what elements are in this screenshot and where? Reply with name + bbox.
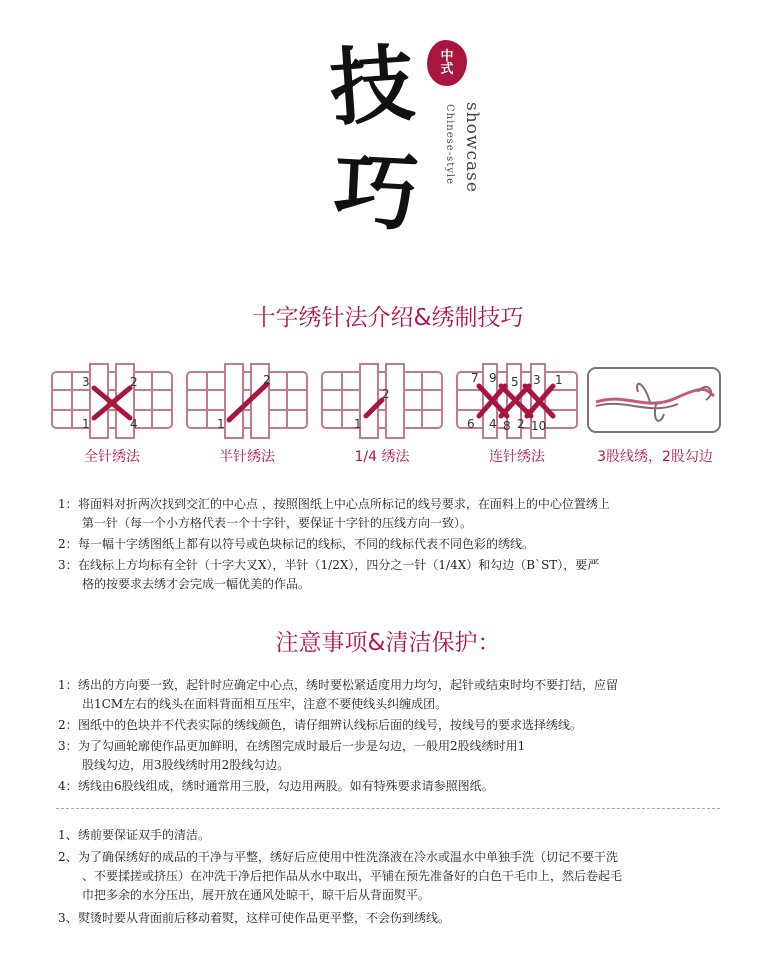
stitch-label-half: 半针绣法 [219,449,275,465]
stitch-num: 1 [217,417,225,431]
title-char-qiao: 巧 [331,140,421,244]
chinese-style-text: Chinese-style [444,104,455,185]
notes-paragraph-3 [58,737,728,775]
para-line: 格的按要求去绣才会完成一幅优美的作品。 [82,577,311,591]
stitch-num: 1 [354,417,362,431]
para-line: 、不要揉搓或挤压）在冲洗干净后把作品从水中取出，平铺在预先准备好的白色干毛巾上，然后卷起毛 [82,869,623,883]
para-number: 3： [58,558,78,572]
notes-paragraph-1 [58,676,728,714]
para-line: 图纸中的色块并不代表实际的绣线颜色，请仔细辨认线标后面的线号，按线号的要求选择绣线。 [78,718,583,732]
stitch-num: 2 [130,375,138,389]
stitch-num: 3 [82,375,90,389]
para-line: 巾把多余的水分压出，展开放在通风处晾干，晾干后从背面熨平。 [82,888,431,902]
para-line: 绣线由6股线组成，绣时通常用三股，勾边用两股。如有特殊要求请参照图纸。 [78,779,494,793]
care-paragraph-1 [58,826,730,845]
stitch-num: 7 [471,371,479,385]
hero-banner [0,0,776,290]
care-paragraph-2 [58,848,730,905]
stitch-num: 2 [517,417,525,431]
para-number: 3、 [58,911,78,925]
showcase-text: showcase [462,102,482,193]
para-number: 2、 [58,850,78,864]
para-line: 为了勾画轮廓使作品更加鲜明，在绣图完成时最后一步是勾边，一般用2股线绣时用1 [78,739,526,753]
para-number: 2： [58,537,78,551]
stitch-label-thread: 3股线绣，2股勾边 [597,449,713,465]
para-line: 熨烫时要从背面前后移动着熨，这样可使作品更平整，不会伤到绣线。 [78,911,451,925]
seal-stamp [427,40,467,86]
dashed-divider [56,808,720,809]
para-line: 股线勾边，用3股线绣时用2股线勾边。 [82,758,290,772]
para-number: 3： [58,739,78,753]
section-title-stitch-intro: 十字绣针法介绍&绣制技巧 [252,305,524,331]
stitch-num: 4 [489,417,497,431]
stitch-quarter [320,362,444,440]
stitch-full-cross [50,362,174,440]
notes-paragraph-2 [58,716,728,735]
seal-text: 中式 [440,49,454,77]
stitch-label-full: 全针绣法 [84,449,140,465]
stitch-continuous [455,362,579,440]
para-number: 2： [58,718,78,732]
stitch-thread-illustration [586,362,722,440]
stitch-num: 6 [467,417,475,431]
para-line: 绣前要保证双手的清洁。 [78,828,211,842]
stitch-num: 9 [489,371,497,385]
stitch-half [185,362,309,440]
stitch-num: 3 [533,373,541,387]
stitch-num: 10 [531,419,547,433]
intro-paragraph-3 [58,556,728,594]
para-line: 每一幅十字绣图纸上都有以符号或色块标记的线标，不同的线标代表不同色彩的绣线。 [78,537,535,551]
para-number: 4： [58,779,78,793]
intro-paragraph-1 [58,495,728,533]
para-number: 1： [58,678,78,692]
stitch-num: 8 [503,419,511,433]
para-number: 1、 [58,828,78,842]
stitch-num: 5 [511,375,519,389]
stitch-diagrams [0,362,776,472]
stitch-num: 2 [263,373,271,387]
stitch-num: 2 [382,387,390,401]
para-line: 出1CM左右的线头在面料背面相互压牢，注意不要使线头纠缠成团。 [82,697,448,711]
section-title-notes: 注意事项&清洁保护： [275,630,501,656]
stitch-num: 1 [82,417,90,431]
notes-paragraph-4 [58,777,728,796]
title-char-ji: 技 [326,34,418,138]
stitch-num: 1 [555,373,563,387]
stitch-label-continuous: 连针绣法 [489,449,545,465]
para-line: 将面料对折两次找到交汇的中心点 ，按照图纸上中心点所标记的线号要求，在面料上的中心位置绣上 [78,497,610,511]
stitch-num: 4 [130,417,138,431]
para-number: 1： [58,497,78,511]
care-paragraph-3 [58,909,730,928]
para-line: 第一针（每一个小方格代表一个十字针，要保证十字针的压线方向一致）。 [82,516,473,530]
para-line: 绣出的方向要一致，起针时应确定中心点，绣时要松紧适度用力均匀，起针或结束时均不要打结，应留 [78,678,619,692]
intro-paragraph-2 [58,535,728,554]
para-line: 在线标上方均标有全针（十字大叉X），半针（1/2X），四分之一针（1/4X）和勾边（B`ST），要严 [78,558,600,572]
stitch-label-quarter: 1/4 绣法 [354,449,410,465]
para-line: 为了确保绣好的成品的干净与平整，绣好后应使用中性洗涤液在冷水或温水中单独手洗（切记不要干洗 [78,850,619,864]
